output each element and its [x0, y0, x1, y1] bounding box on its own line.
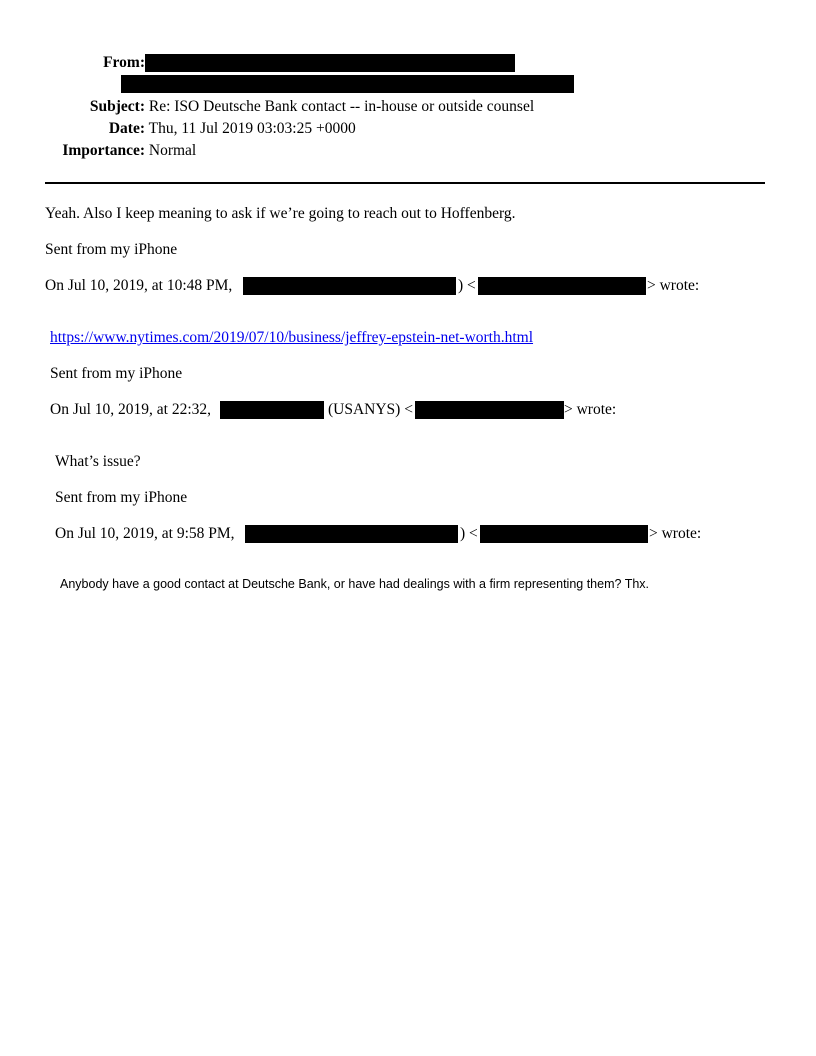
date-row — [0, 120, 356, 138]
importance-label: Importance: — [62, 142, 145, 159]
quote3-mid: ) < — [460, 525, 478, 542]
header-divider — [45, 182, 765, 184]
from-row — [0, 54, 145, 72]
date-label: Date: — [108, 120, 145, 137]
subject-row — [0, 98, 534, 116]
subject-value: Re: ISO Deutsche Bank contact -- in-house or outside counsel — [148, 98, 535, 115]
quote2-mid: (USANYS) < — [328, 401, 413, 418]
signature-3: Sent from my iPhone — [55, 489, 188, 506]
quote3-prefix: On Jul 10, 2019, at 9:58 PM, — [55, 525, 235, 542]
reply-text: Yeah. Also I keep meaning to ask if we’re going to reach out to Hoffenberg. — [45, 205, 516, 222]
quote2-suffix: > wrote: — [564, 401, 617, 418]
redacted-email-2 — [415, 401, 564, 419]
quote1-suffix: > wrote: — [647, 277, 700, 294]
from-label: From: — [103, 54, 145, 71]
redacted-email-3 — [480, 525, 648, 543]
redacted-from-name — [145, 54, 515, 72]
article-link[interactable]: https://www.nytimes.com/2019/07/10/business/jeffrey-epstein-net-worth.html — [50, 329, 534, 346]
quote3-suffix: > wrote: — [649, 525, 702, 542]
redacted-sender-1 — [243, 277, 456, 295]
redacted-sender-2 — [220, 401, 324, 419]
redacted-from-address — [121, 75, 574, 93]
redacted-email-1 — [478, 277, 646, 295]
redacted-sender-3 — [245, 525, 458, 543]
signature-2: Sent from my iPhone — [50, 365, 183, 382]
original-message: Anybody have a good contact at Deutsche Bank, or have had dealings with a firm representing them? Thx. — [60, 577, 650, 591]
quote2-prefix: On Jul 10, 2019, at 22:32, — [50, 401, 212, 418]
importance-value: Normal — [148, 142, 197, 159]
signature-1: Sent from my iPhone — [45, 241, 178, 258]
subject-label: Subject: — [89, 98, 145, 115]
quote-header-1 — [45, 277, 232, 295]
date-value: Thu, 11 Jul 2019 03:03:25 +0000 — [148, 120, 356, 137]
question-text: What’s issue? — [55, 453, 141, 470]
article-link-row — [50, 329, 533, 347]
quote1-prefix: On Jul 10, 2019, at 10:48 PM, — [45, 277, 233, 294]
quote1-mid: ) < — [458, 277, 476, 294]
importance-row — [0, 142, 196, 160]
